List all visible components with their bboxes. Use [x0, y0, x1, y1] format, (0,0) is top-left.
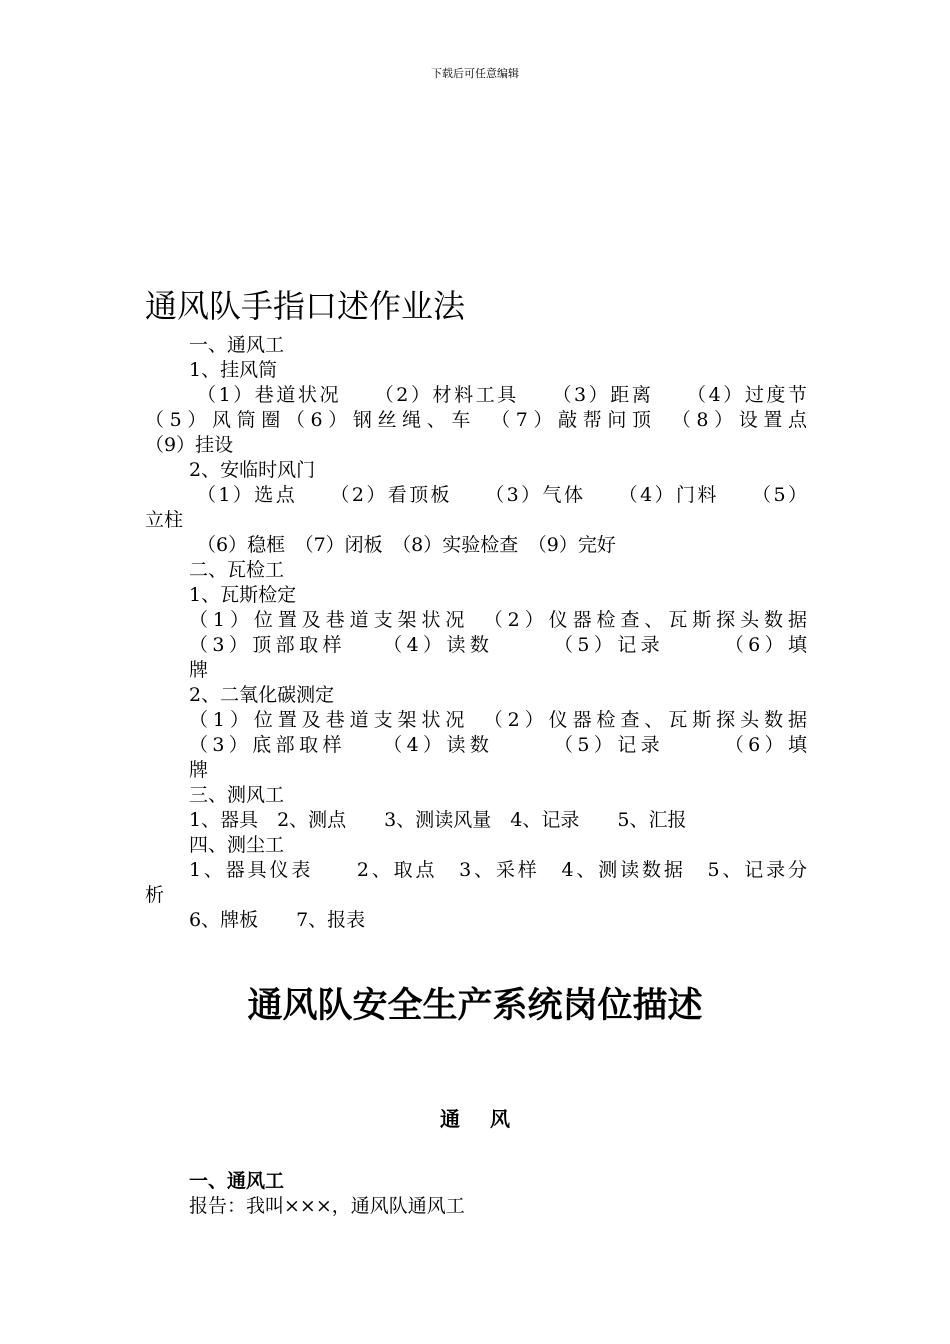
subheading: 通风 — [440, 1107, 540, 1131]
header-note: 下载后可任意编辑 — [431, 67, 519, 80]
section-heading-ventilation-worker: 一、通风工 — [189, 334, 285, 356]
list-line: （1）位置及巷道支架状况 （2）仪器检查、瓦斯探头数据 — [189, 609, 807, 631]
list-line: （3）顶部取样 （4）读数 （5）记录 （6）填 — [189, 634, 807, 656]
list-line: （5）风筒圈（6）钢丝绳、车 （7）敲帮问顶 （8）设置点 — [145, 409, 807, 431]
section-heading-air-measurer: 三、测风工 — [189, 784, 285, 806]
section-heading-gas-inspector: 二、瓦检工 — [189, 559, 285, 581]
list-line: （3）底部取样 （4）读数 （5）记录 （6）填 — [189, 734, 807, 756]
item-gas-check: 1、瓦斯检定 — [189, 584, 297, 606]
list-line: 牌 — [189, 759, 209, 781]
document-title: 通风队手指口述作业法 — [145, 287, 466, 325]
list-line: 析 — [145, 884, 165, 906]
report-line: 报告：我叫×××，通风队通风工 — [189, 1195, 465, 1217]
list-line: 6、牌板 7、报表 — [189, 909, 366, 931]
list-line: 立柱 — [145, 509, 184, 531]
item-co2-measurement: 2、二氧化碳测定 — [189, 684, 335, 706]
list-line: （1）巷道状况 （2）材料工具 （3）距离 （4）过度节 — [197, 384, 807, 406]
list-line: （1）选点 （2）看顶板 （3）气体 （4）门料 （5） — [197, 484, 807, 506]
section-heading: 一、通风工 — [189, 1170, 285, 1192]
list-line: 1、器具仪表 2、取点 3、采样 4、测读数据 5、记录分 — [189, 859, 807, 881]
item-hang-air-duct: 1、挂风筒 — [189, 359, 278, 381]
section-heading-dust-measurer: 四、测尘工 — [189, 834, 285, 856]
list-line: （6）稳框 （7）闭板 （8）实验检查 （9）完好 — [197, 534, 616, 556]
item-temporary-air-door: 2、安临时风门 — [189, 459, 316, 481]
document-title-2: 通风队安全生产系统岗位描述 — [247, 986, 703, 1026]
list-line: （9）挂设 — [145, 434, 234, 456]
list-line: 牌 — [189, 659, 209, 681]
list-line: 1、器具 2、测点 3、测读风量 4、记录 5、汇报 — [189, 809, 687, 831]
list-line: （1）位置及巷道支架状况 （2）仪器检查、瓦斯探头数据 — [189, 709, 807, 731]
procedure-list — [145, 333, 807, 933]
